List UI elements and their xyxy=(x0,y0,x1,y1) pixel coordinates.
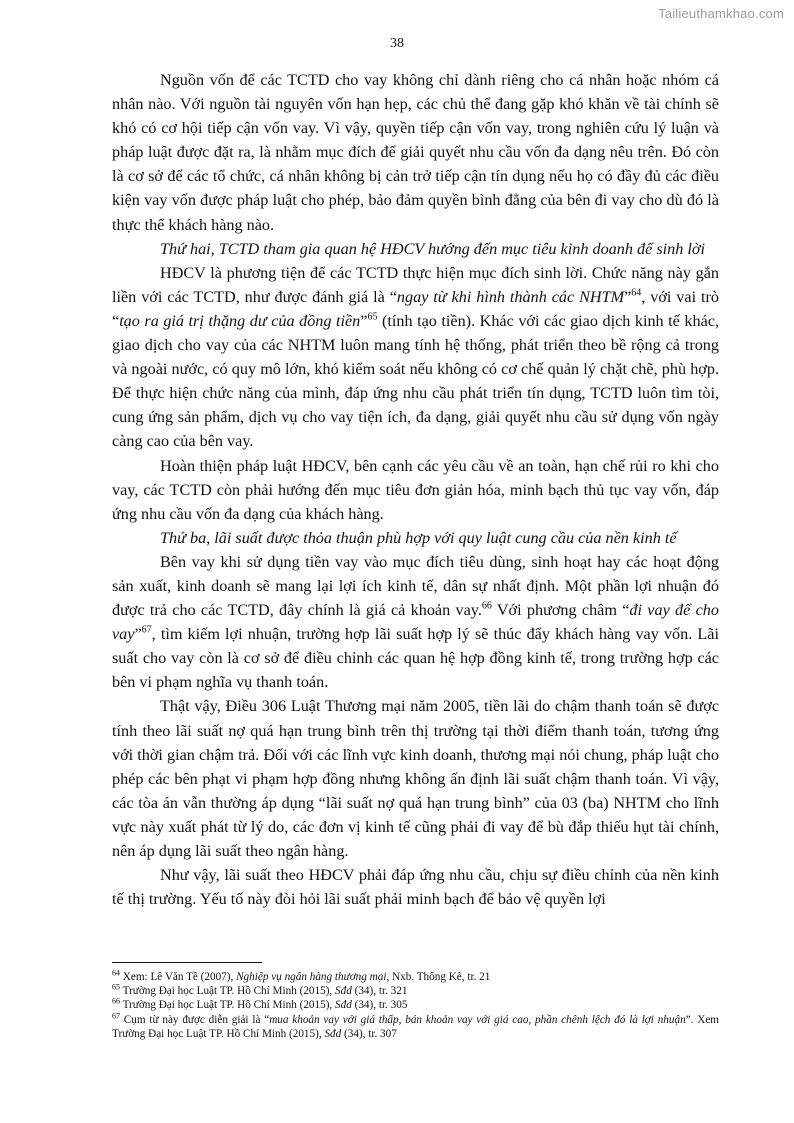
text-run: Thứ hai, TCTD tham gia quan hệ HĐCV hướng đến mục tiêu kinh doanh để sinh lời xyxy=(160,239,705,258)
paragraph xyxy=(112,261,719,454)
italic-text: Nghiệp vụ ngân hàng thương mại xyxy=(236,971,387,983)
text-run: Bên vay khi sử dụng tiền vay vào mục đích tiêu dùng, sinh hoạt hay các hoạt động sản xuất, kinh doanh sẽ mang lại lợi ích kinh tế, dân sự nhất định. Một phần lợi nhuận đó được trả cho các TCTD, đây chính là giá cả khoản vay. xyxy=(112,552,719,620)
footnotes xyxy=(112,970,719,1041)
text-run: Hoàn thiện pháp luật HĐCV, bên cạnh các yêu cầu về an toàn, hạn chế rủi ro khi cho vay, các TCTD còn phải hướng đến mục tiêu đơn giản hóa, minh bạch thủ tục vay vốn, đáp ứng nhu cầu vốn đa dạng của khách hàng. xyxy=(112,456,719,523)
footnote-ref: 64 xyxy=(112,968,120,978)
footnote-ref: 65 xyxy=(112,982,120,992)
italic-text: ngay từ khi hình thành các NHTM xyxy=(396,287,625,306)
italic-text: tạo ra giá trị thặng dư của đồng tiền xyxy=(119,311,361,330)
section-heading xyxy=(112,237,719,261)
footnote-ref: 66 xyxy=(112,996,120,1006)
paragraph xyxy=(112,863,719,911)
text-run: Cụm từ này được diễn giải là “ xyxy=(120,1013,270,1026)
footnote-item xyxy=(112,984,719,998)
footnote-item xyxy=(112,1010,719,1041)
footnote-ref: 67 xyxy=(141,624,152,636)
footnote-ref: 65 xyxy=(367,311,378,323)
paragraph xyxy=(112,454,719,526)
text-run: ” xyxy=(360,311,368,330)
text-run: Thật vậy, Điều 306 Luật Thương mại năm 2005, tiền lãi do chậm thanh toán sẽ được tính theo lãi suất nợ quá hạn trung bình trên thị trường tại thời điểm thanh toán, tương ứng với thời gian chậm trả. Đối với các lĩnh vực kinh doanh, thương mại nói chung, pháp luật cho phép các bên phạt vi phạm hợp đồng nhưng không ấn định lãi suất chậm thanh toán. Vì vậy, các tòa án vẫn thường áp dụng “lãi suất nợ quá hạn trung bình” của 03 (ba) NHTM cho lĩnh vực này xuất phát từ lý do, các đơn vị kinh tế cũng phải đi vay để bù đắp thiếu hụt tài chính, nên áp dụng lãi suất theo ngân hàng. xyxy=(112,697,719,860)
text-run: Thứ ba, lãi suất được thỏa thuận phù hợp với quy luật cung cầu của nền kinh tế xyxy=(160,528,677,547)
footnote-item xyxy=(112,998,719,1012)
text-run: ” xyxy=(624,287,632,306)
text-run: HĐCV là phương tiện để các TCTD thực hiện mục đích sinh lời. Chức năng này gắn liền với các TCTD, như được đánh giá là “ xyxy=(112,263,719,306)
text-run: (tính tạo tiền). Khác với các giao dịch kinh tế khác, giao dịch cho vay của các NHTM luôn mang tính hệ thống, phát triển theo bề rộng cả trong và ngoài nước, có quy mô lớn, khó kiểm soát nếu không có cơ chế quản lý chặt chẽ, phù hợp. Để thực hiện chức năng của mình, đáp ứng nhu cầu phát triển tín dụng, TCTD luôn tìm tòi, cung ứng sản phẩm, dịch vụ cho vay tiện ích, đa dạng, giải quyết nhu cầu sử dụng vốn ngày càng cao của bên vay. xyxy=(112,311,719,451)
text-run: Nguồn vốn để các TCTD cho vay không chỉ dành riêng cho cá nhân hoặc nhóm cá nhân nào. Với nguồn tài nguyên vốn hạn hẹp, các chủ thể đang gặp khó khăn về tài chính sẽ khó có cơ hội tiếp cận vốn vay. Vì vậy, quyền tiếp cận vốn vay, trong nghiên cứu lý luận và pháp luật được đặt ra, là nhằm mục đích để giải quyết nhu cầu vốn đa dạng nêu trên. Đó còn là cơ sở để các tổ chức, cá nhân không bị cản trở tiếp cận tín dụng nếu họ có đầy đủ các điều kiện vay vốn được pháp luật cho phép, bảo đảm quyền bình đẳng của bên đi vay cho dù đó là thực thể khách hàng nào. xyxy=(112,71,719,234)
watermark-text: Tailieuthamkhao.com xyxy=(658,6,784,21)
footnote-divider xyxy=(112,962,262,963)
text-run: (34), tr. 305 xyxy=(351,999,408,1012)
text-run: Trường Đại học Luật TP. Hồ Chí Minh (2015), xyxy=(120,999,336,1012)
section-heading xyxy=(112,526,719,550)
text-run: ” xyxy=(134,625,142,644)
text-run: , Nxb. Thống Kê, tr. 21 xyxy=(386,971,491,983)
paragraph xyxy=(112,68,719,237)
italic-text: mua khoản vay với giá thấp, bán khoản vay với giá cao, phần chênh lệch đó là lợi nhuận xyxy=(269,1013,686,1026)
italic-text: đi vay để cho vay xyxy=(112,601,719,644)
text-run: (34), tr. 307 xyxy=(341,1027,397,1040)
footnote-ref: 66 xyxy=(481,600,492,612)
text-run: Trường Đại học Luật TP. Hồ Chí Minh (2015), xyxy=(120,985,336,998)
footnote-item xyxy=(112,970,719,984)
text-run: , với vai trò “ xyxy=(112,287,719,330)
italic-text: Sđd xyxy=(335,999,352,1012)
text-run: ”. Xem Trường Đại học Luật TP. Hồ Chí Minh (2015), xyxy=(112,1013,719,1040)
text-run: , tìm kiếm lợi nhuận, trường hợp lãi suất hợp lý sẽ thúc đẩy khách hàng vay vốn. Lãi suất cho vay còn là cơ sở để điều chỉnh các quan hệ hợp đồng kinh tế, trong trường hợp các bên vi phạm nghĩa vụ thanh toán. xyxy=(112,625,719,692)
footnote-ref: 67 xyxy=(112,1010,120,1020)
italic-text: Sđd xyxy=(335,985,352,998)
text-run: Xem: Lê Văn Tề (2007), xyxy=(120,971,237,983)
text-run: Như vậy, lãi suất theo HĐCV phải đáp ứng nhu cầu, chịu sự điều chỉnh của nền kinh tế thị trường. Yếu tố này đòi hỏi lãi suất phải minh bạch để bảo vệ quyền lợi xyxy=(112,866,719,909)
text-run: Với phương châm “ xyxy=(491,601,630,620)
footnote-ref: 64 xyxy=(631,287,642,299)
italic-text: Sđd xyxy=(324,1027,342,1040)
page-number: 38 xyxy=(390,36,404,51)
text-run: (34), tr. 321 xyxy=(351,985,408,998)
paragraph xyxy=(112,550,719,695)
paragraph xyxy=(112,694,719,863)
document-body xyxy=(112,68,719,911)
